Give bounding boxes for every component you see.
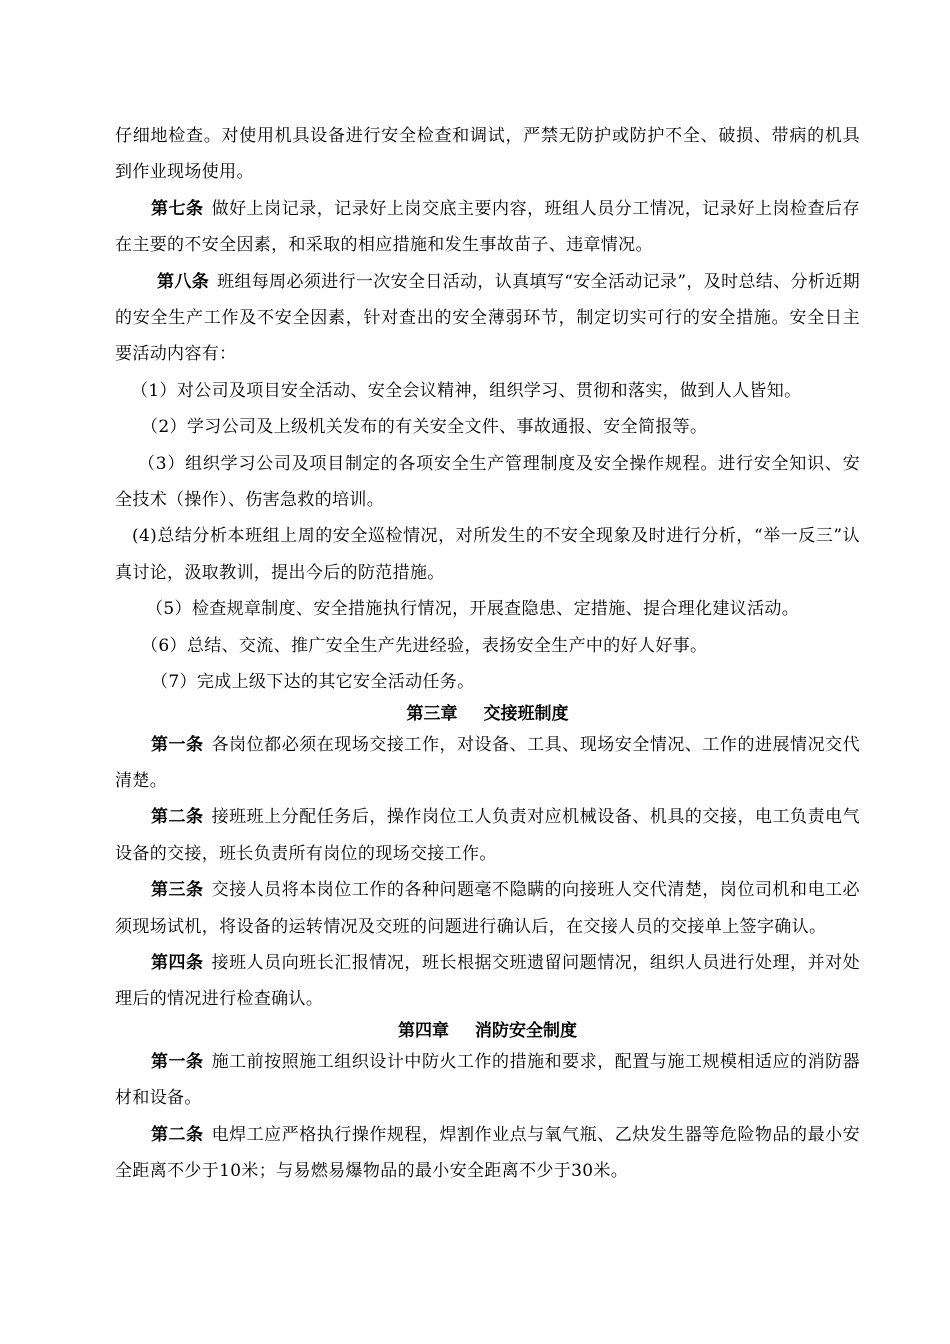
article-8 [115, 264, 860, 373]
list-item-6: （6）总结、交流、推广安全生产先进经验，表扬安全生产中的好人好事。 [141, 635, 708, 656]
list-item-2: （2）学习公司及上级机关发布的有关安全文件、事故通报、安全简报等。 [141, 417, 708, 438]
article-label: 第七条 [151, 198, 204, 219]
article-7 [115, 191, 860, 264]
chapter-number: 第三章 [406, 703, 458, 724]
chapter-title: 交接班制度 [483, 703, 569, 724]
ch3-article-3 [115, 872, 860, 945]
article-text: 接班班上分配任务后，操作岗位工人负责对应机械设备、机具的交接，电工负责电气设备的交接，班长负责所有岗位的现场交接工作。 [115, 807, 860, 864]
chapter-3-heading [115, 701, 860, 727]
article-text: 施工前按照施工组织设计中防火工作的措施和要求，配置与施工规模相适应的消防器材和设备。 [115, 1051, 860, 1109]
article-text: 接班人员向班长汇报情况，班长根据交班遗留问题情况，组织人员进行处理，并对处理后的情况进行检查确认。 [115, 952, 860, 1010]
list-item-3: （3）组织学习公司及项目制定的各项安全生产管理制度及安全操作规程。进行安全知识、安全技术（操作）、伤害急救的培训。 [115, 453, 860, 511]
ch4-article-1 [115, 1044, 860, 1117]
chapter-4-heading [115, 1018, 860, 1044]
article-text: 做好上岗记录，记录好上岗交底主要内容，班组人员分工情况，记录好上岗检查后存在主要的不安全因素，和采取的相应措施和发生事故苗子、违章情况。 [115, 198, 860, 256]
document-body [115, 118, 860, 1189]
ch3-article-2 [115, 799, 860, 872]
ch4-article-2 [115, 1117, 860, 1190]
article-text: 各岗位都必须在现场交接工作，对设备、工具、现场安全情况、工作的进展情况交代清楚。 [115, 734, 860, 791]
article-text: 交接人员将本岗位工作的各种问题毫不隐瞒的向接班人交代清楚，岗位司机和电工必须现场试机，将设备的运转情况及交班的问题进行确认后，在交接人员的交接单上签字确认。 [115, 880, 860, 937]
list-item-7: （7）完成上级下达的其它安全活动任务。 [151, 672, 475, 693]
article-label: 第一条 [151, 1051, 204, 1072]
list-item-5: （5）检查规章制度、安全措施执行情况，开展查隐患、定措施、提合理化建议活动。 [146, 599, 800, 620]
article-label: 第八条 [157, 271, 210, 292]
article-label: 第三条 [151, 880, 204, 901]
article-label: 第二条 [151, 807, 204, 828]
ch3-article-1 [115, 727, 860, 800]
article-text: 班组每周必须进行一次安全日活动，认真填写“安全活动记录”，及时总结、分析近期的安全生产工作及不安全因素，针对查出的安全薄弱环节，制定切实可行的安全措施。安全日主要活动内容有： [115, 271, 860, 365]
chapter-title: 消防安全制度 [475, 1020, 577, 1041]
chapter-number: 第四章 [398, 1020, 449, 1041]
paragraph-continuation: 仔细地检查。对使用机具设备进行安全检查和调试，严禁无防护或防护不全、破损、带病的机具到作业现场使用。 [115, 126, 860, 183]
article-label: 第一条 [151, 734, 204, 755]
list-item-4: (4)总结分析本班组上周的安全巡检情况，对所发生的不安全现象及时进行分析，“举一反三”认真讨论，汲取教训，提出今后的防范措施。 [115, 526, 860, 583]
article-label: 第四条 [151, 952, 204, 973]
article-text: 电焊工应严格执行操作规程，焊割作业点与氧气瓶、乙炔发生器等危险物品的最小安全距离不少于10米；与易燃易爆物品的最小安全距离不少于30米。 [115, 1124, 860, 1181]
ch3-article-4 [115, 945, 860, 1018]
article-label: 第二条 [151, 1124, 204, 1145]
list-item-1: （1）对公司及项目安全活动、安全会议精神，组织学习、贯彻和落实，做到人人皆知。 [131, 380, 802, 401]
